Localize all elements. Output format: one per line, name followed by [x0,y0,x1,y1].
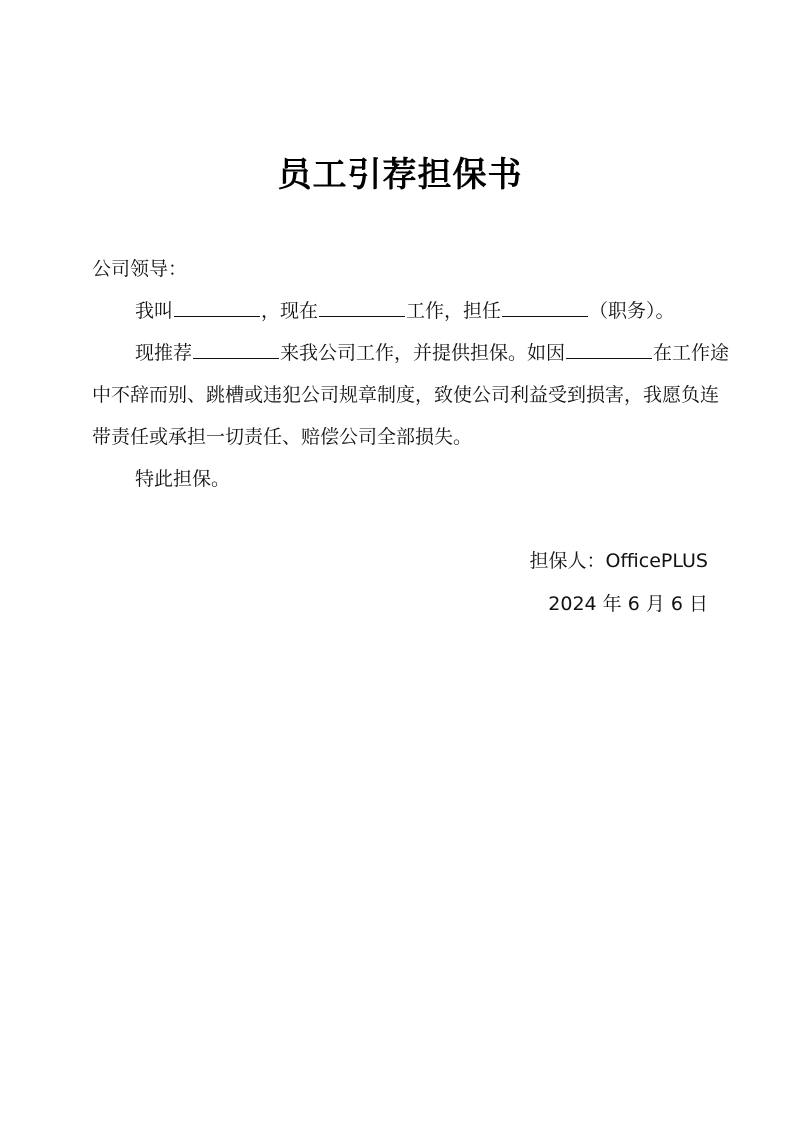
text-segment: （职务）。 [589,300,675,322]
text-segment: ，现在 [261,300,319,322]
document-title: 员工引荐担保书 [277,155,523,195]
guarantor-signature: 担保人：OfficePLUS [529,550,708,572]
recommendee-blank[interactable] [193,340,279,359]
name-blank[interactable] [174,298,260,317]
document-date: 2024 年 6 月 6 日 [548,593,708,615]
condition-blank[interactable] [566,340,652,359]
text-segment: 在工作途 [653,342,730,364]
text-segment: 我叫 [135,300,174,322]
workplace-blank[interactable] [319,298,405,317]
salutation: 公司领导： [92,258,188,280]
paragraph-recommendation-line3: 带责任或承担一切责任、赔偿公司全部损失。 [92,426,473,448]
paragraph-recommendation-line2: 中不辞而别、跳槽或违犯公司规章制度，致使公司利益受到损害，我愿负连 [92,384,720,406]
text-segment: 工作，担任 [406,300,502,322]
position-blank[interactable] [502,298,588,317]
text-segment: 现推荐 [135,342,193,364]
paragraph-recommendation-line1 [135,339,729,367]
paragraph-self-intro [135,297,675,325]
closing-statement: 特此担保。 [135,468,231,490]
text-segment: 来我公司工作，并提供担保。如因 [280,342,566,364]
